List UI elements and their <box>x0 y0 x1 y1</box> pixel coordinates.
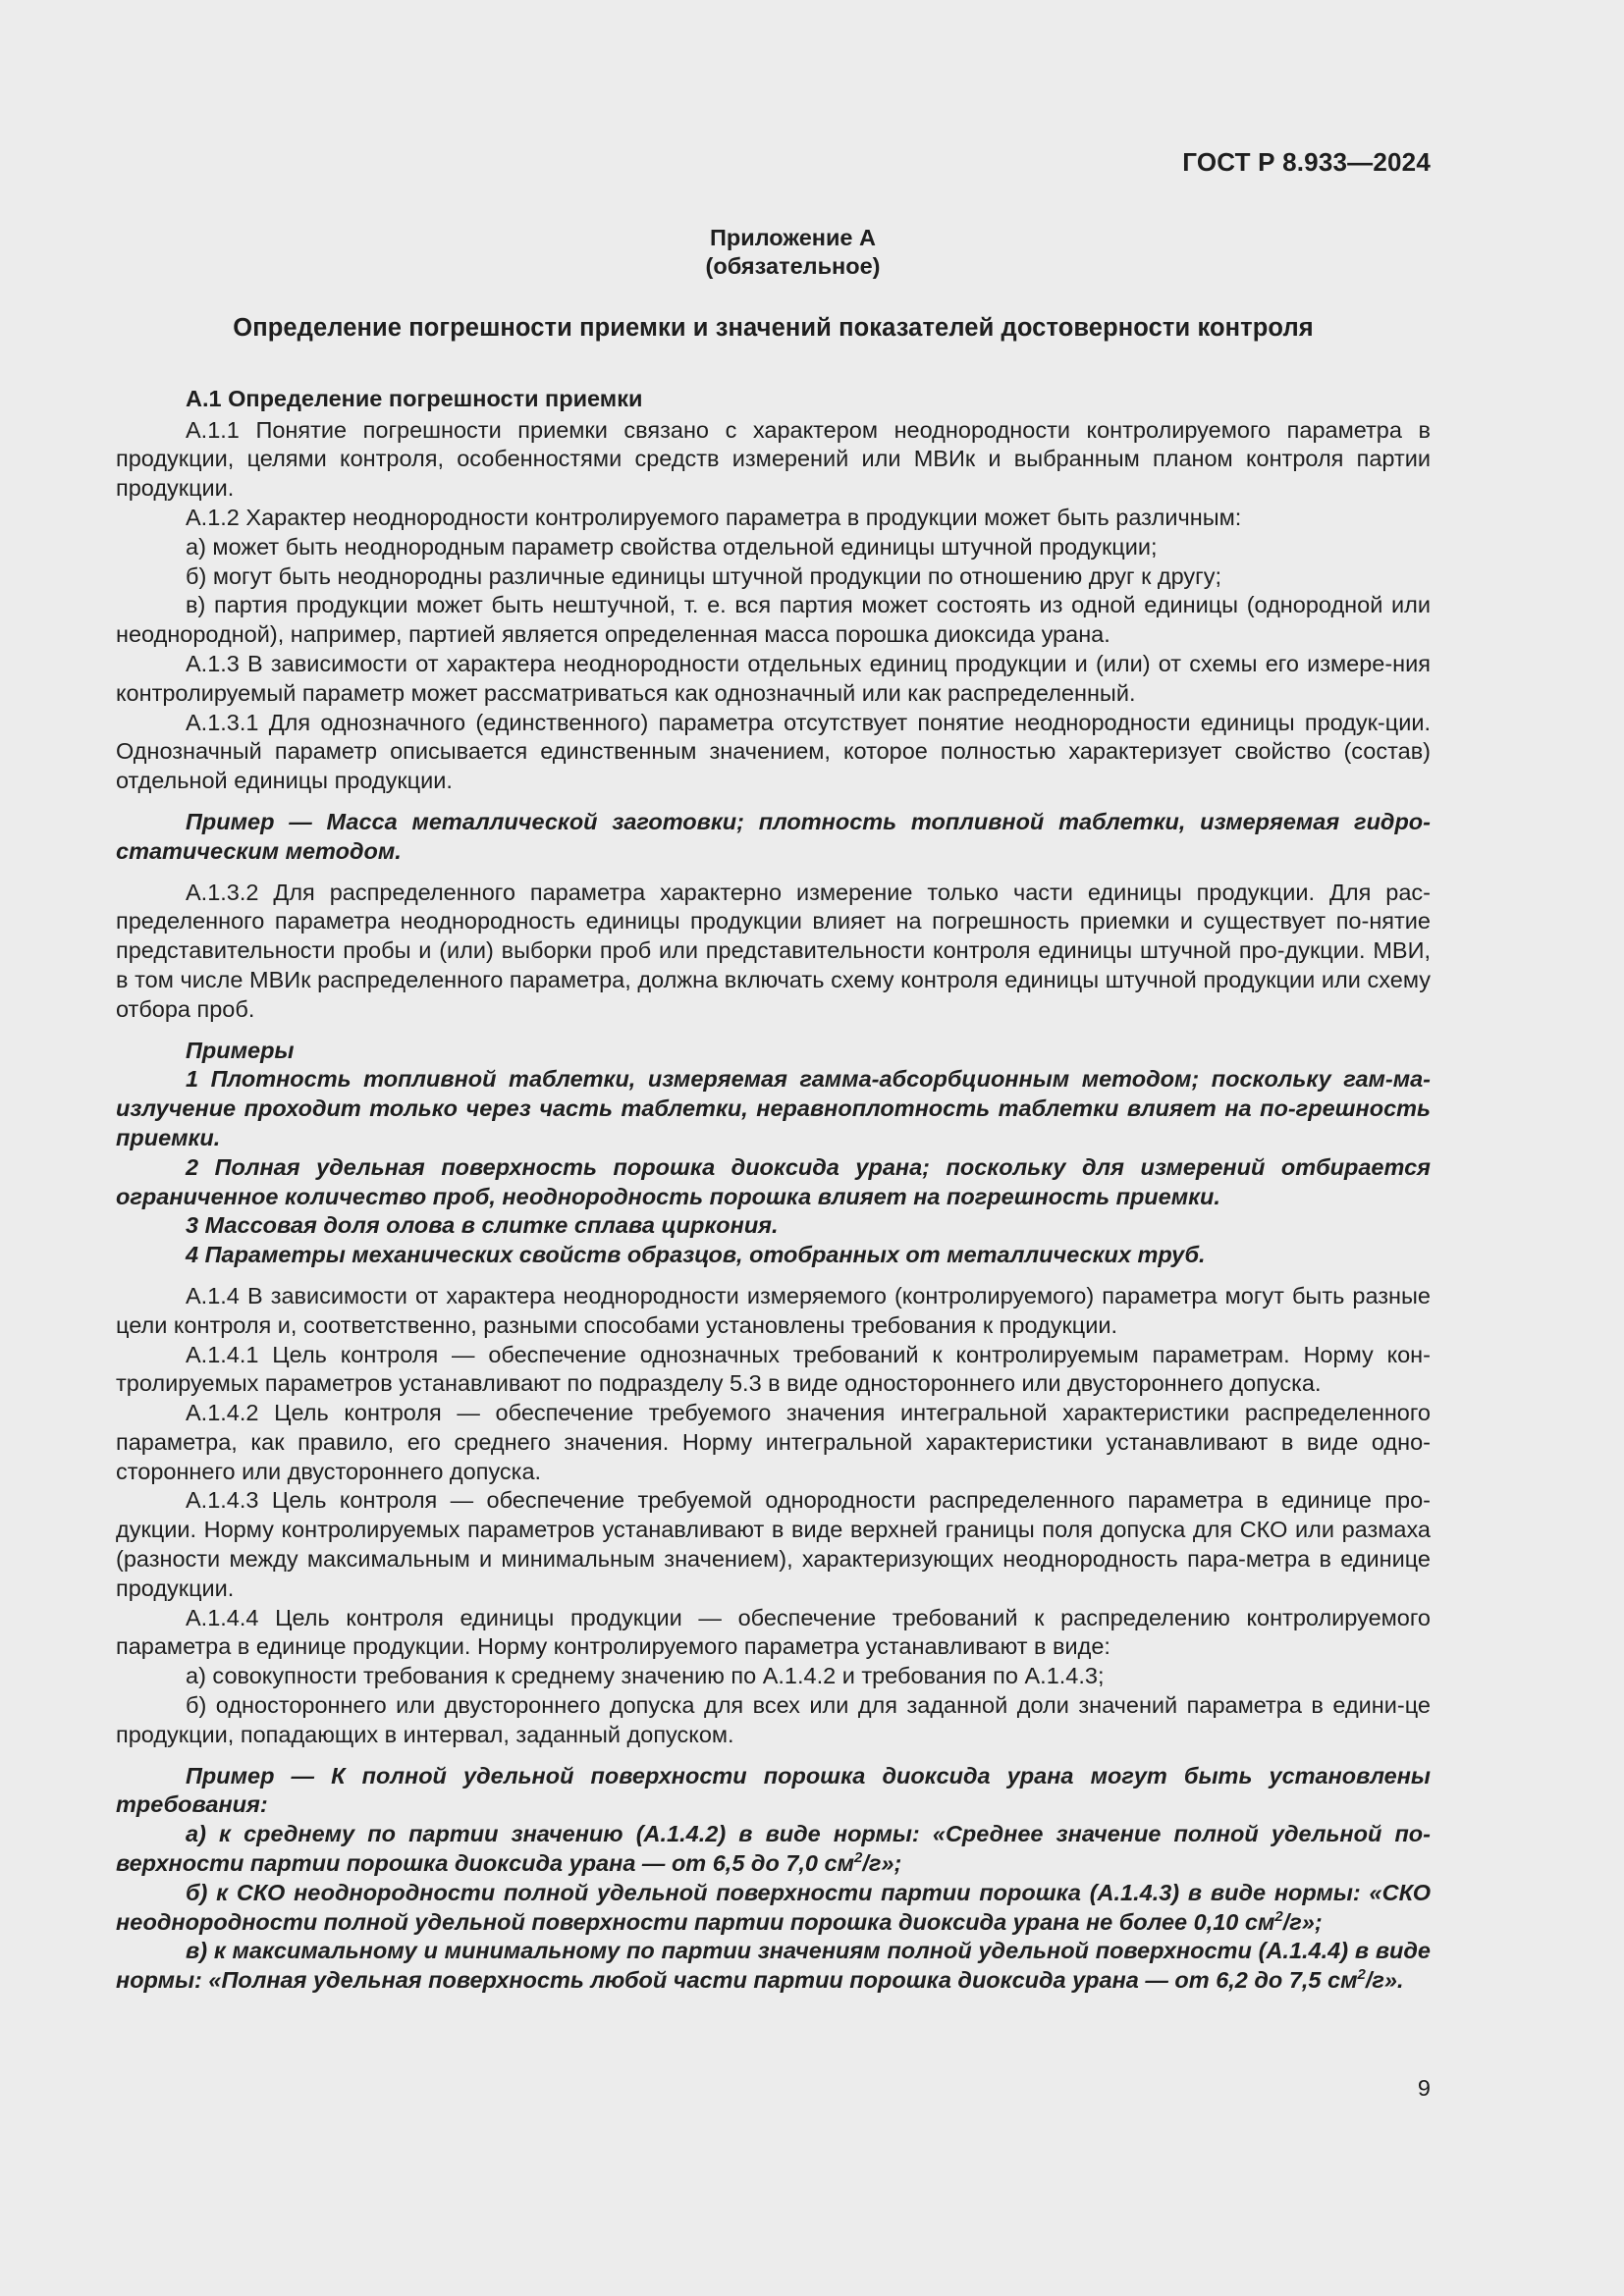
paragraph: А.1.2 Характер неоднородности контролируемого параметра в продукции может быть различным: <box>186 504 1242 530</box>
example-item <box>116 1937 1431 1996</box>
document-code: ГОСТ Р 8.933—2024 <box>1182 147 1431 177</box>
example-text: Пример — К полной удельной поверхности порошка диоксида урана могут быть установлены требования: <box>116 1762 1431 1818</box>
list-item: б) могут быть неоднородны различные единицы штучной продукции по отношению друг к другу; <box>186 562 1222 589</box>
list-item: б) одностороннего или двустороннего допуска для всех или для заданной доли значений параметра в едини-це продукции, попадающих в интервал, заданный допуском. <box>116 1692 1431 1747</box>
example-item: 4 Параметры механических свойств образцов, отобранных от металлических труб. <box>186 1242 1206 1268</box>
paragraph: А.1.3 В зависимости от характера неоднородности отдельных единиц продукции и (или) от схемы его измере-ния контролируемый параметр может рассматриваться как однозначный или как распределенный. <box>116 650 1431 706</box>
list-item: в) партия продукции может быть нештучной, т. е. вся партия может состоять из одной единицы (однородной или неоднородной), например, партией является определенная масса порошка диоксида урана. <box>116 592 1431 648</box>
paragraph: А.1.4 В зависимости от характера неоднородности измеряемого (контролируемого) параметра могут быть разные цели контроля и, соответственно, разными способами установлены требования к продукции. <box>116 1282 1431 1338</box>
appendix-label: Приложение А <box>710 225 876 250</box>
superscript: 2 <box>854 1849 863 1867</box>
examples-heading: Примеры <box>186 1037 295 1063</box>
example-text: Пример — Масса металлической заготовки; плотность топливной таблетки, измеряемая гидро-статическим методом. <box>116 808 1431 864</box>
superscript: 2 <box>1274 1907 1283 1925</box>
paragraph: А.1.1 Понятие погрешности приемки связано с характером неоднородности контролируемого параметра в продукции, целями контроля, особенностями средств измерений или МВИк и выбранным планом контроля партии продукции. <box>116 416 1431 502</box>
appendix-status: (обязательное) <box>705 253 881 279</box>
paragraph: А.1.3.2 Для распределенного параметра характерно измерение только части единицы продукции. Для рас-пределенного параметра неоднородность единицы продукции влияет на погрешность приемки и существует по-нятие представительности пробы и (или) выборки проб или представительности контроля единицы штучной про-дукции. МВИ, в том числе МВИк распределенного параметра, должна включать схему контроля единицы штучной продукции или схему отбора проб. <box>116 879 1431 1022</box>
page-content <box>116 224 1431 1996</box>
section-heading: А.1 Определение погрешности приемки <box>186 385 643 411</box>
paragraph: А.1.3.1 Для однозначного (единственного) параметра отсутствует понятие неоднородности единицы продук-ции. Однозначный параметр описывается единственным значением, которое полностью характеризует свойство (состав) отдельной единицы продукции. <box>116 709 1431 794</box>
example-item: 3 Массовая доля олова в слитке сплава циркония. <box>186 1212 779 1239</box>
paragraph: А.1.4.4 Цель контроля единицы продукции — обеспечение требований к распределению контролируемого параметра в единице продукции. Норму контролируемого параметра устанавливают в виде: <box>116 1604 1431 1660</box>
example-text-part: а) к среднему по партии значению (А.1.4.2) в виде нормы: «Среднее значение полной удельной по-верхности партии порошка диоксида урана — от 6,5 до 7,0 см <box>116 1821 1431 1877</box>
example-text-part: /г»; <box>1282 1908 1323 1935</box>
example-text-part: /г»; <box>862 1850 902 1877</box>
example-text-part: /г». <box>1365 1967 1404 1994</box>
superscript: 2 <box>1357 1966 1366 1984</box>
paragraph: А.1.4.2 Цель контроля — обеспечение требуемого значения интегральной характеристики распределенного параметра, как правило, его среднего значения. Норму интегральной характеристики устанавливают в виде одно-стороннего или двустороннего допуска. <box>116 1400 1431 1484</box>
list-item: а) может быть неоднородным параметр свойства отдельной единицы штучной продукции; <box>186 533 1158 560</box>
example-text-part: б) к СКО неоднородности полной удельной поверхности партии порошка (А.1.4.3) в виде нормы: «СКО неоднородности полной удельной поверхности партии порошка диоксида урана не более 0,10 см <box>116 1879 1431 1935</box>
list-item: а) совокупности требования к среднему значению по А.1.4.2 и требования по А.1.4.3; <box>186 1663 1105 1689</box>
page-number: 9 <box>1417 2075 1431 2101</box>
paragraph: А.1.4.3 Цель контроля — обеспечение требуемой однородности распределенного параметра в единице про-дукции. Норму контролируемых параметров устанавливают в виде верхней границы поля допуска для СКО или размаха (разности между максимальным и минимальным значением), характеризующих неоднородность пара-метра в единице продукции. <box>116 1487 1431 1601</box>
example-item <box>116 1879 1431 1938</box>
example-text-part: в) к максимальному и минимальному по партии значениям полной удельной поверхности (А.1.4.4) в виде нормы: «Полная удельная поверхность любой части партии порошка диоксида урана — от 6,2 до 7,5 см <box>116 1938 1431 1994</box>
example-item <box>116 1820 1431 1879</box>
example-item: 1 Плотность топливной таблетки, измеряемая гамма-абсорбционным методом; поскольку гам-ма-излучение проходит только через часть таблетки, неравноплотность таблетки влияет на по-грешность приемки. <box>116 1066 1431 1150</box>
page-title: Определение погрешности приемки и значений показателей достоверности контроля <box>233 314 1314 342</box>
example-item: 2 Полная удельная поверхность порошка диоксида урана; поскольку для измерений отбирается ограниченное количество проб, неоднородность порошка влияет на погрешность приемки. <box>116 1153 1431 1209</box>
paragraph: А.1.4.1 Цель контроля — обеспечение однозначных требований к контролируемым параметрам. Норму кон-тролируемых параметров устанавливают по подразделу 5.3 в виде одностороннего или двустороннего допуска. <box>116 1341 1431 1397</box>
